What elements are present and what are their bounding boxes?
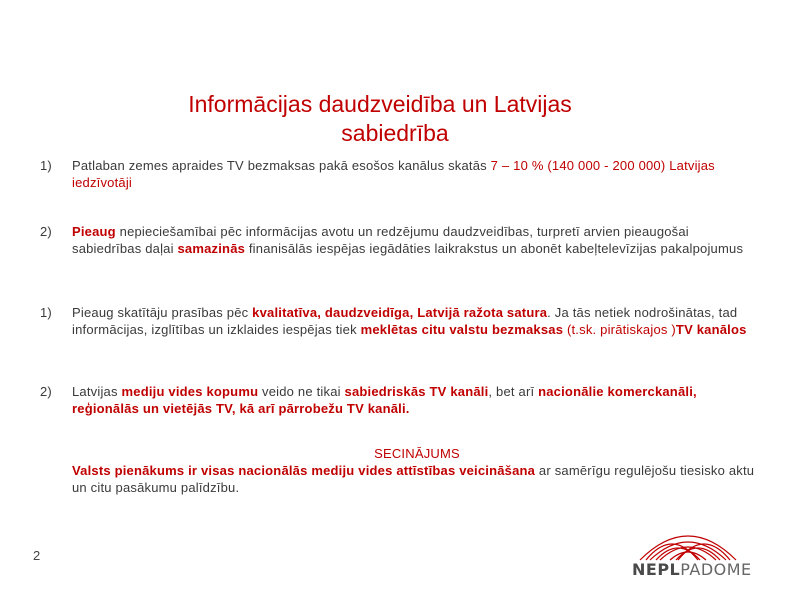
highlighted-text-run: Valsts pienākums ir visas nacionālās mediju vides attīstības veicināšana <box>72 463 536 478</box>
text-run: Pieaug skatītāju prasības pēc <box>72 305 253 320</box>
highlighted-text-run: 7 – 10 % (140 000 - 200 000) Latvijas iedzīvotāji <box>72 158 715 190</box>
item-number: 2) <box>40 384 52 399</box>
logo-text-padome: PADOME <box>680 560 752 579</box>
text-run: Patlaban zemes apraides TV bezmaksas pakā esošos kanālus skatās <box>72 158 491 173</box>
list-item <box>40 157 760 191</box>
text-run: , bet arī <box>488 384 539 399</box>
text-run: ar samērīgu regulējošu tiesisko aktu un citu pasākumu palīdzību. <box>72 463 755 495</box>
text-run: finanisālās iespējas iegādāties laikrakstus un abonēt kabeļtelevīzijas pakalpojumus <box>245 241 744 256</box>
conclusion <box>72 445 762 496</box>
highlighted-text-run: kvalitatīva, daudzveidīga, Latvijā ražota satura <box>252 305 548 320</box>
logo-arcs-icon <box>632 518 744 562</box>
item-number: 1) <box>40 158 52 173</box>
title-line-1: Informācijas daudzveidība un Latvijas <box>188 91 572 117</box>
slide-title <box>60 90 700 148</box>
highlighted-text-run: Pieaug <box>72 224 116 239</box>
highlighted-text-run: TV kanālos <box>675 322 747 337</box>
highlighted-text-run: (t.sk. pirātiskajos ) <box>563 322 676 337</box>
logo-text-nepl: NEPL <box>632 560 681 579</box>
list-item <box>40 304 760 338</box>
list-item <box>40 383 760 417</box>
item-text <box>72 383 760 417</box>
highlighted-text-run: mediju vides kopumu <box>121 384 259 399</box>
text-run: . Ja tās netiek nodrošinātas, tad informācijas, izglītības un izklaides iespējas tiek <box>72 305 738 337</box>
text-run: nepieciešamībai pēc informācijas avotu un redzējumu daudzveidības, turpretī arvien pieaugošai sabiedrības daļai <box>72 224 689 256</box>
highlighted-text-run: nacionālie komerckanāli, reģionālās un vietējās TV, kā arī pārrobežu TV kanāli. <box>72 384 697 416</box>
item-number: 1) <box>40 305 52 320</box>
highlighted-text-run: meklētas citu valstu bezmaksas <box>360 322 564 337</box>
item-text <box>72 157 760 191</box>
conclusion-title: SECINĀJUMS <box>374 446 460 461</box>
title-line-2: sabiedrība <box>341 120 449 146</box>
page-number: 2 <box>33 548 41 563</box>
highlighted-text-run: sabiedriskās TV kanāli <box>344 384 489 399</box>
list-item <box>40 223 760 257</box>
conclusion-text <box>72 462 762 496</box>
nepl-padome-logo <box>632 518 752 582</box>
logo-text <box>632 560 752 579</box>
highlighted-text-run: samazinās <box>177 241 246 256</box>
item-text <box>72 223 760 257</box>
text-run: veido ne tikai <box>258 384 345 399</box>
text-run: Latvijas <box>72 384 122 399</box>
item-number: 2) <box>40 224 52 239</box>
item-text <box>72 304 760 338</box>
